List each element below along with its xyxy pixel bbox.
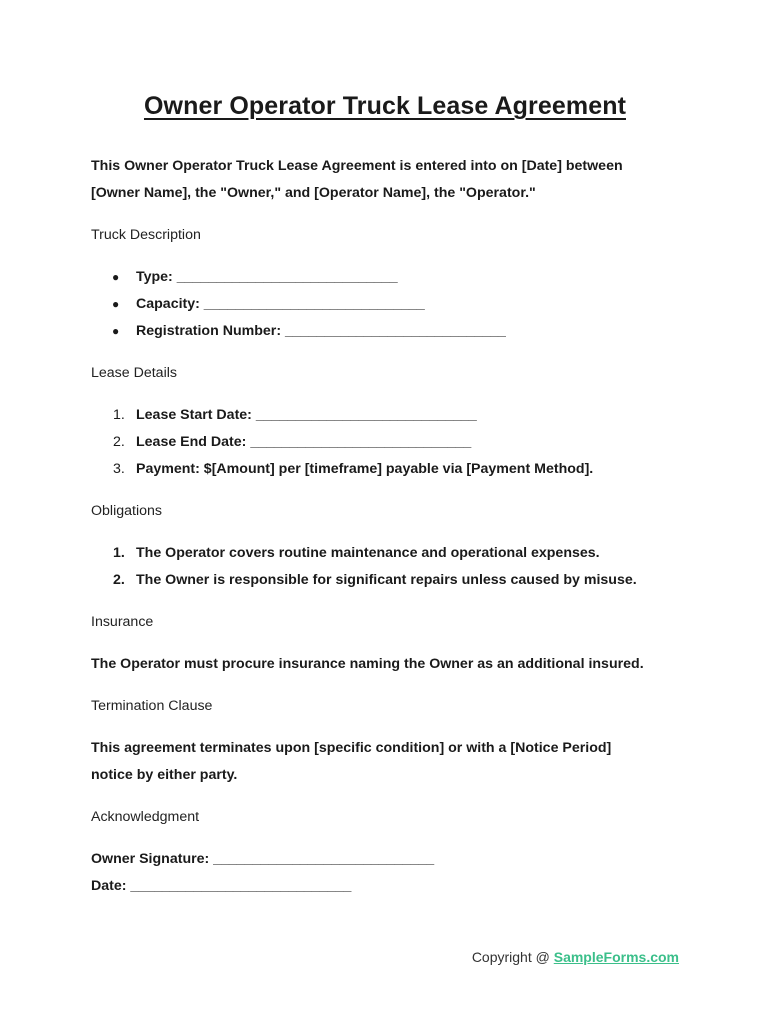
list-item [91, 540, 731, 567]
list-item [91, 402, 731, 429]
copyright-prefix: Copyright @ [471, 949, 554, 965]
section-heading-obligations: Obligations [91, 503, 162, 519]
truck-capacity-field: Capacity: ____________________________ [136, 296, 425, 312]
section-heading-truck-description: Truck Description [91, 227, 201, 243]
intro-line-1: This Owner Operator Truck Lease Agreement is entered into on [Date] between [91, 158, 623, 174]
termination-line-2: notice by either party. [91, 767, 238, 783]
bullet-icon: ● [112, 324, 120, 338]
signature-date-field: Date: ____________________________ [91, 878, 352, 894]
section-heading-termination: Termination Clause [91, 698, 213, 714]
list-item [91, 567, 731, 594]
list-number: 3. [113, 461, 125, 477]
sampleforms-link[interactable]: SampleForms.com [553, 949, 679, 965]
owner-signature-field: Owner Signature: ____________________________ [91, 851, 435, 867]
termination-line-1: This agreement terminates upon [specific condition] or with a [Notice Period] [91, 740, 612, 756]
bullet-icon: ● [112, 270, 120, 284]
lease-start-date-field: Lease Start Date: ____________________________ [136, 407, 477, 423]
section-heading-lease-details: Lease Details [91, 365, 177, 381]
list-number: 2. [113, 572, 125, 588]
lease-details-list [91, 402, 731, 483]
truck-registration-field: Registration Number: ____________________________ [136, 323, 506, 339]
truck-description-list [91, 264, 731, 345]
lease-end-date-field: Lease End Date: ____________________________ [136, 434, 472, 450]
obligation-text: The Operator covers routine maintenance and operational expenses. [136, 545, 600, 561]
list-item [91, 456, 731, 483]
list-item [91, 318, 731, 345]
payment-terms: Payment: $[Amount] per [timeframe] payable via [Payment Method]. [136, 461, 594, 477]
truck-type-field: Type: ____________________________ [136, 269, 398, 285]
copyright-footer [472, 949, 679, 965]
document-title: Owner Operator Truck Lease Agreement [143, 92, 626, 120]
document-body [91, 153, 731, 900]
list-item [91, 264, 731, 291]
obligations-list [91, 540, 731, 594]
obligation-text: The Owner is responsible for significant repairs unless caused by misuse. [136, 572, 637, 588]
list-item [91, 291, 731, 318]
insurance-text: The Operator must procure insurance naming the Owner as an additional insured. [91, 656, 644, 672]
bullet-icon: ● [112, 297, 120, 311]
section-heading-acknowledgment: Acknowledgment [91, 809, 200, 825]
section-heading-insurance: Insurance [91, 614, 154, 630]
list-item [91, 429, 731, 456]
list-number: 1. [113, 407, 125, 423]
list-number: 2. [113, 434, 125, 450]
intro-line-2: [Owner Name], the "Owner," and [Operator Name], the "Operator." [91, 185, 536, 201]
list-number: 1. [113, 545, 125, 561]
